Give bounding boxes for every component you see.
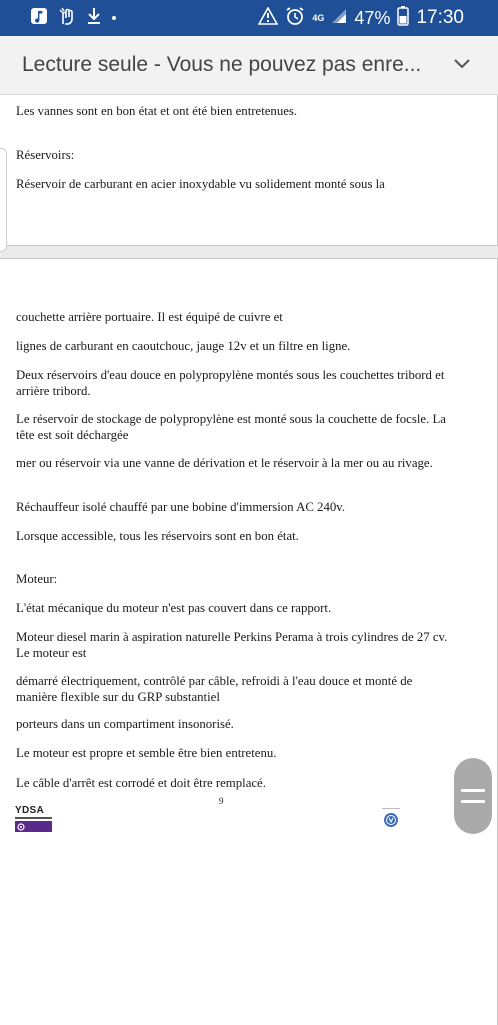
paragraph: Deux réservoirs d'eau douce en polypropylène montés sous les couchettes tribord et arrière tribord. [16,368,445,398]
scroll-grip-line [461,800,485,803]
download-notification-icon [86,7,102,30]
signal-strength-icon [331,8,347,29]
logo-gear-icon [17,823,25,831]
read-only-banner[interactable] [0,36,498,95]
paragraph: Lorsque accessible, tous les réservoirs sont en bon état. [16,529,299,543]
document-page-8 [0,95,498,246]
paragraph: Le moteur est propre et semble être bien entretenu. [16,746,277,760]
more-notifications-dot-icon [112,16,116,20]
paragraph: Réservoir de carburant en acier inoxydable vu solidement monté sous la [16,177,385,191]
battery-icon [397,6,409,31]
battery-percentage: 47% [354,7,391,28]
ydsa-logo [15,806,53,834]
scroll-grip-line [461,789,485,792]
fast-scroll-handle[interactable] [454,758,492,834]
paragraph: Le réservoir de stockage de polypropylène est monté sous la couchette de focsle. La tête est soit déchargée [16,412,446,442]
paragraph: Réchauffeur isolé chauffé par une bobine d'immersion AC 240v. [16,500,346,514]
paragraph: démarré électriquement, contrôlé par câble, refroidi à l'eau douce et monté de manière flexible sur du GRP substantiel [16,674,413,704]
paragraph: porteurs dans un compartiment insonorisé. [16,717,234,731]
chevron-down-icon[interactable] [454,56,470,74]
seal-icon [382,808,400,835]
side-panel-handle[interactable] [0,148,7,252]
logo-underline [15,817,52,819]
section-heading: Réservoirs: [16,148,75,162]
paragraph: couchette arrière portuaire. Il est équipé de cuivre et [16,310,283,324]
alarm-clock-icon [285,6,305,31]
gesture-notification-icon [58,6,76,31]
paragraph: Les vannes sont en bon état et ont été bien entretenues. [16,104,298,118]
page-number: 9 [219,796,224,806]
music-notification-icon [30,7,48,30]
paragraph: Le câble d'arrêt est corrodé et doit être remplacé. [16,776,266,790]
paragraph: Moteur diesel marin à aspiration naturelle Perkins Perama à trois cylindres de 27 cv. Le moteur est [16,630,448,660]
logo-text: YDSA [15,805,44,816]
banner-title: Lecture seule - Vous ne pouvez pas enre... [22,53,422,76]
network-type-label: 4G [312,12,325,23]
section-heading: Moteur: [16,572,58,586]
data-saver-warning-icon [258,7,278,30]
paragraph: mer ou réservoir via une vanne de dérivation et le réservoir à la mer ou au rivage. [16,456,433,470]
logo-emblem-bar [15,821,52,832]
status-bar [0,0,498,36]
clock-time: 17:30 [416,7,464,28]
paragraph: lignes de carburant en caoutchouc, jauge 12v et un filtre en ligne. [16,339,351,353]
paragraph: L'état mécanique du moteur n'est pas couvert dans ce rapport. [16,601,332,615]
